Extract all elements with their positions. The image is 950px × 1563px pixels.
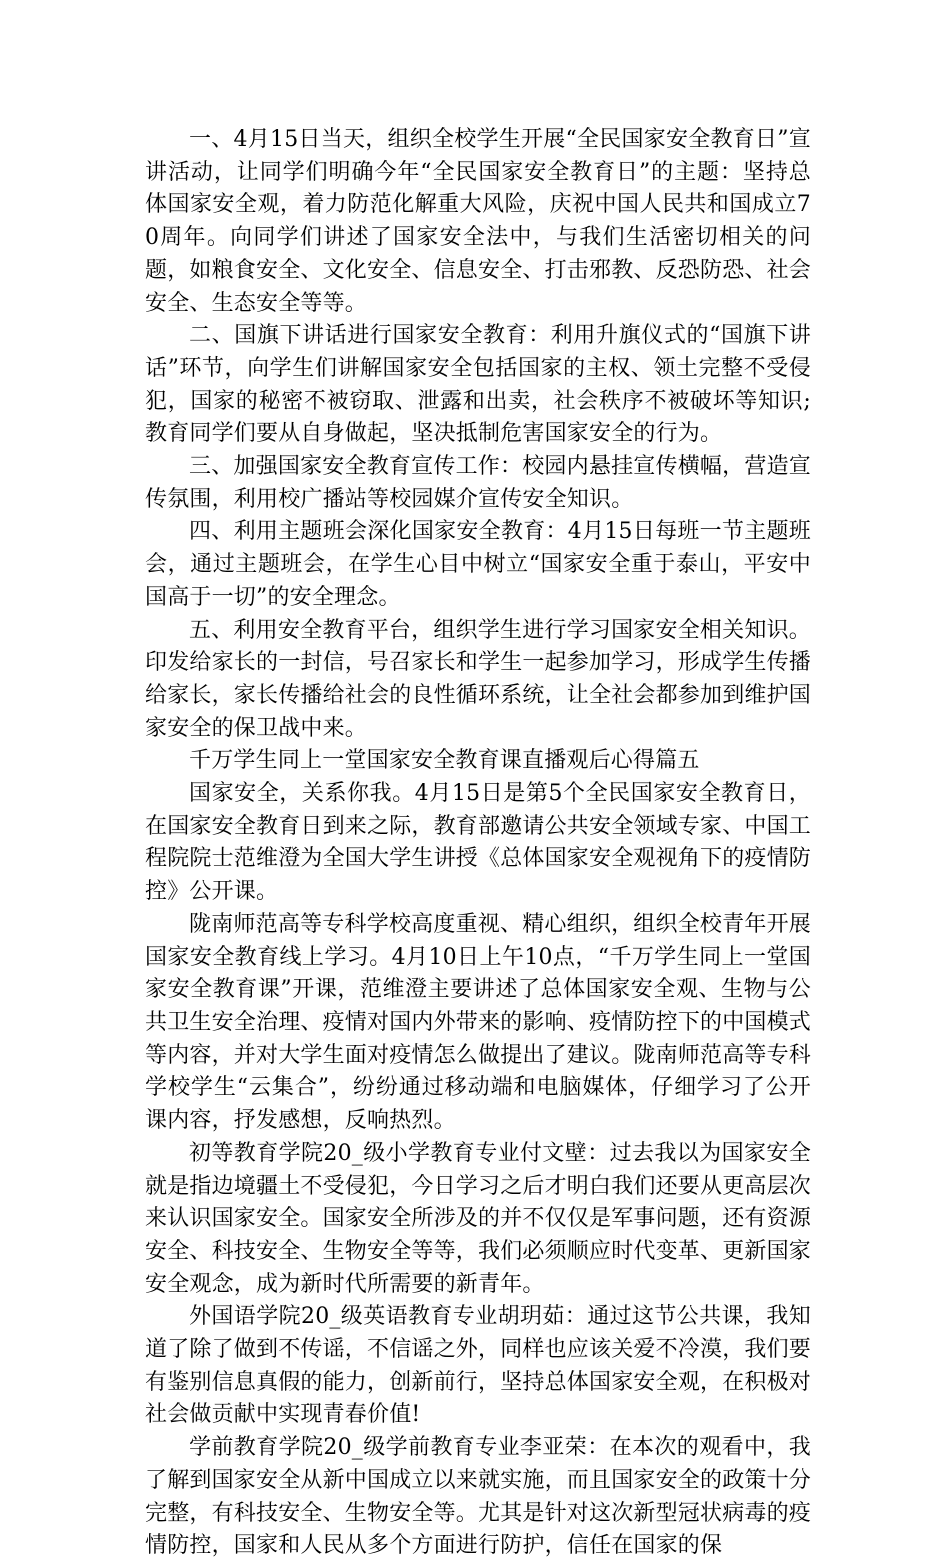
paragraph-9: 初等教育学院20_级小学教育专业付文壁：过去我以为国家安全就是指边境疆土不受侵犯，今日学习之后才明白我们还要从更高层次来认识国家安全。国家安全所涉及的并不仅仅是军事问题，还有资源安全、科技安全、生物安全等等，我们必须顺应时代变革、更新国家安全观念，成为新时代所需要的新青年。 [145,1140,812,1297]
document-page [145,124,811,1563]
paragraph-1: 一、4月15日当天，组织全校学生开展“全民国家安全教育日”宣讲活动，让同学们明确今年“全民国家安全教育日”的主题：坚持总体国家安全观，着力防范化解重大风险，庆祝中国人民共和国成立70周年。向同学们讲述了国家安全法中，与我们生活密切相关的问题，如粮食安全、文化安全、信息安全、打击邪教、反恐防恐、社会安全、生态安全等等。 [145,127,812,316]
section-heading: 千万学生同上一堂国家安全教育课直播观后心得篇五 [189,748,700,774]
paragraph-10: 外国语学院20_级英语教育专业胡玥茹：通过这节公共课，我知道了除了做到不传谣，不信谣之外，同样也应该关爱不冷漠，我们要有鉴别信息真假的能力，创新前行，坚持总体国家安全观，在积极对社会做贡献中实现青春价值! [145,1304,812,1428]
paragraph-4: 四、利用主题班会深化国家安全教育：4月15日每班一节主题班会，通过主题班会，在学生心目中树立“国家安全重于泰山，平安中国高于一切”的安全理念。 [145,519,811,610]
paragraph-3: 三、加强国家安全教育宣传工作：校园内悬挂宣传横幅，营造宣传氛围，利用校广播站等校园媒介宣传安全知识。 [145,454,811,512]
paragraph-5: 五、利用安全教育平台，组织学生进行学习国家安全相关知识。印发给家长的一封信，号召家长和学生一起参加学习，形成学生传播给家长，家长传播给社会的良性循环系统，让全社会都参加到维护国家安全的保卫战中来。 [145,617,812,741]
paragraph-11: 学前教育学院20_级学前教育专业李亚荣：在本次的观看中，我了解到国家安全从新中国成立以来就实施，而且国家安全的政策十分完整，有科技安全、生物安全等。尤其是针对这次新型冠状病毒的疫情防控，国家和人民从多个方面进行防护，信任在国家的保 [145,1435,812,1559]
paragraph-8: 陇南师范高等专科学校高度重视、精心组织，组织全校青年开展国家安全教育线上学习。4月10日上午10点，“千万学生同上一堂国家安全教育课”开课，范维澄主要讲述了总体国家安全观、生物与公共卫生安全治理、疫情对国内外带来的影响、疫情防控下的中国模式等内容，并对大学生面对疫情怎么做提出了建议。陇南师范高等专科学校学生“云集合”，纷纷通过移动端和电脑媒体，仔细学习了公开课内容，抒发感想，反响热烈。 [145,911,812,1134]
paragraph-2: 二、国旗下讲话进行国家安全教育：利用升旗仪式的“国旗下讲话”环节，向学生们讲解国家安全包括国家的主权、领土完整不受侵犯，国家的秘密不被窃取、泄露和出卖，社会秩序不被破坏等知识;教育同学们要从自身做起，坚决抵制危害国家安全的行为。 [145,323,811,447]
paragraph-7: 国家安全，关系你我。4月15日是第5个全民国家安全教育日，在国家安全教育日到来之际，教育部邀请公共安全领域专家、中国工程院院士范维澄为全国大学生讲授《总体国家安全观视角下的疫情防控》公开课。 [145,781,812,905]
